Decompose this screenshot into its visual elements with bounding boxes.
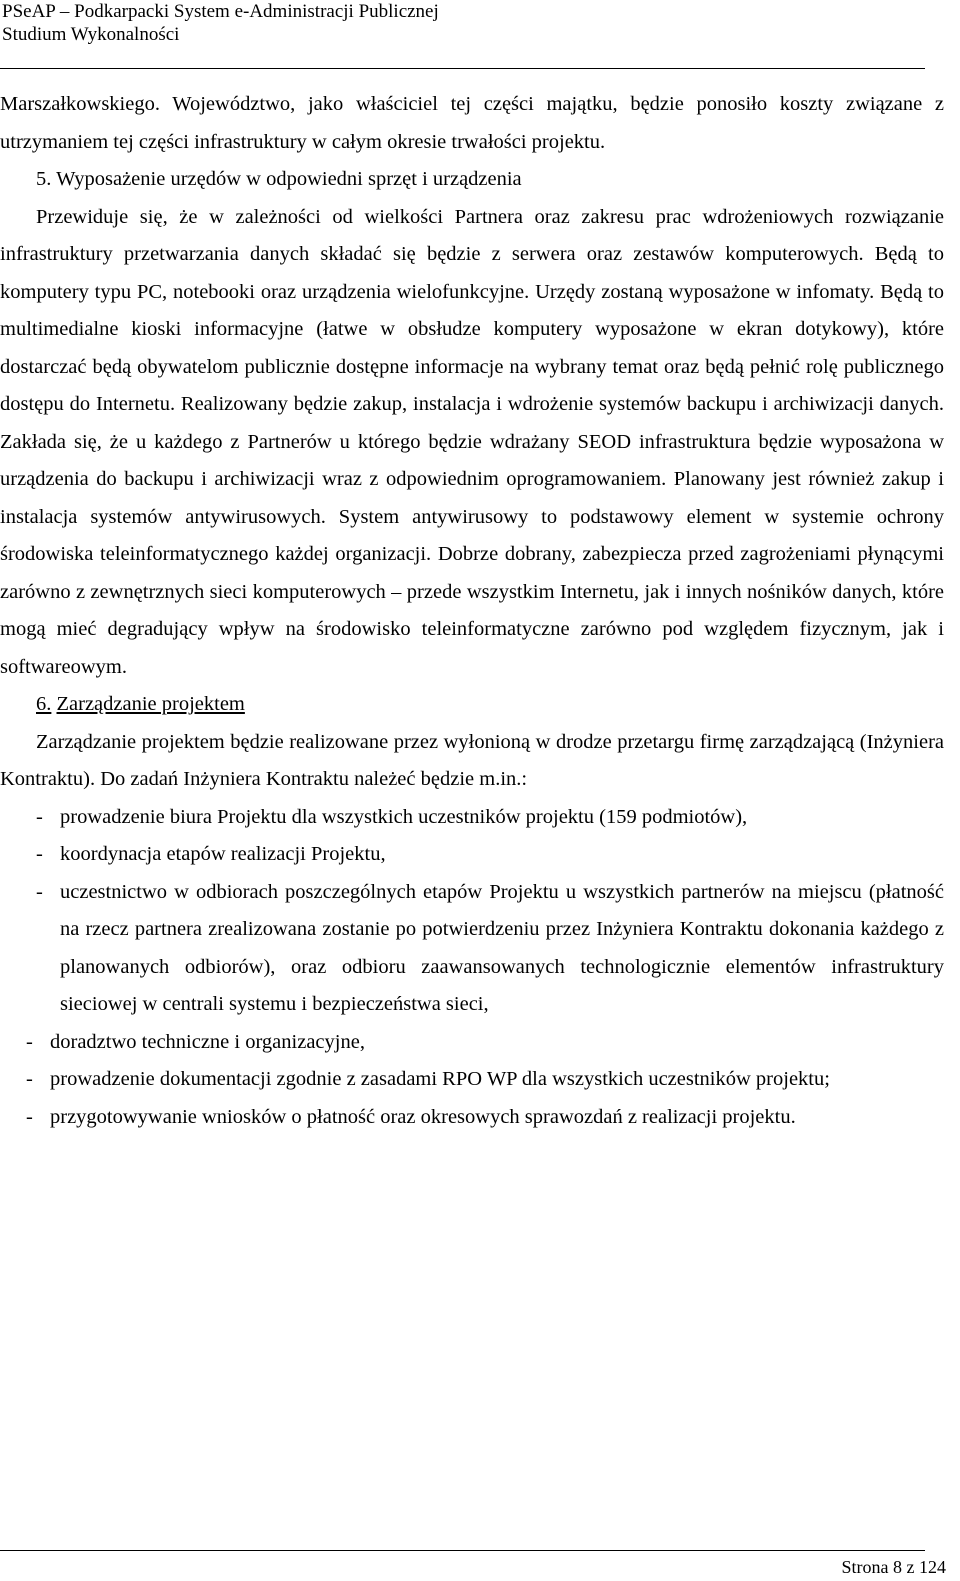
paragraph-project-management: Zarządzanie projektem będzie realizowane przez wyłonioną w drodze przetargu firmę zarządzającą (Inżyniera Kontraktu). Do zadań Inżyniera Kontraktu należeć będzie m.in.: xyxy=(0,730,944,790)
list-dash: - xyxy=(26,1105,33,1128)
list-item xyxy=(0,836,944,874)
list-item-text: doradztwo techniczne i organizacyjne, xyxy=(50,1030,365,1053)
list-item-text: koordynacja etapów realizacji Projektu, xyxy=(60,843,386,865)
section-6-number: 6. xyxy=(36,693,52,715)
list-item-text: prowadzenie biura Projektu dla wszystkich uczestników projektu (159 podmiotów), xyxy=(60,805,748,828)
list-dash: - xyxy=(36,805,43,828)
section-6-heading xyxy=(0,686,944,724)
page-number: Strona 8 z 124 xyxy=(841,1557,946,1577)
list-item xyxy=(0,1061,944,1099)
list-dash: - xyxy=(26,1068,33,1090)
section-6-title: Zarządzanie projektem xyxy=(56,693,245,715)
list-dash: - xyxy=(36,843,43,865)
header-rule xyxy=(0,68,925,69)
list-dash: - xyxy=(36,880,43,903)
section-5-heading: 5. Wyposażenie urzędów w odpowiedni sprzęt i urządzenia xyxy=(36,168,522,190)
footer-rule xyxy=(0,1550,925,1551)
paragraph-equipment: Przewiduje się, że w zależności od wielkości Partnera oraz zakresu prac wdrożeniowych rozwiązanie infrastruktury przetwarzania danych składać się będzie z serwera oraz zestawów komputerowych. Będą to komputery typu PC, notebooki oraz urządzenia wielofunkcyjne. Urzędy zostaną wyposażone w infomaty. Będą to multimedialne kioski informacyjne (łatwe w obsłudze komputery wyposażone w ekran dotykowy), które dostarczać będą obywatelom publicznie dostępne informacje na wybrany temat oraz będą pełnić rolę publicznego dostępu do Internetu. Realizowany będzie zakup, instalacja i wdrożenie systemów backupu i archiwizacji danych. Zakłada się, że u każdego z Partnerów u którego będzie wdrażany SEOD infrastruktura będzie wyposażona w urządzenia do backupu i archiwizacji wraz z odpowiednim oprogramowaniem. Planowany jest również zakup i instalacja systemów antywirusowych. System antywirusowy to podstawowy element w systemie ochrony środowiska teleinformatycznego każdej organizacji. Dobrze dobrany, zabezpiecza przed zagrożeniami płynącymi zarówno z zewnętrznych sieci komputerowych – przede wszystkim Internetu, jak i innych nośników danych, które mogą mieć degradujący wpływ na środowisko teleinformatyczne zarówno pod względem fizycznym, jak i softwareowym. xyxy=(0,205,944,678)
list-item-text: prowadzenie dokumentacji zgodnie z zasadami RPO WP dla wszystkich uczestników projektu; xyxy=(50,1068,830,1090)
list-item-text: uczestnictwo w odbiorach poszczególnych etapów Projektu u wszystkich partnerów na miejscu (płatność na rzecz partnera zrealizowana zostanie po potwierdzeniu przez Inżyniera Kontraktu dokonania każdego z planowanych odbiorów), oraz odbioru zaawansowanych technologicznie elementów infrastruktury sieciowej w centrali systemu i bezpieczeństwa sieci, xyxy=(60,880,944,1015)
page-header xyxy=(2,0,439,46)
list-item xyxy=(0,874,944,1024)
document-body xyxy=(0,86,944,1136)
list-dash: - xyxy=(26,1030,33,1053)
paragraph-continuation: Marszałkowskiego. Województwo, jako właściciel tej części majątku, będzie ponosiło koszty związane z utrzymaniem tej części infrastruktury w całym okresie trwałości projektu. xyxy=(0,93,944,153)
header-subtitle: Studium Wykonalności xyxy=(2,24,180,45)
list-item xyxy=(0,799,944,837)
header-title: PSeAP – Podkarpacki System e-Administracji Publicznej xyxy=(2,1,439,22)
list-item-text: przygotowywanie wniosków o płatność oraz okresowych sprawozdań z realizacji projektu. xyxy=(50,1105,796,1128)
list-item xyxy=(0,1024,944,1062)
list-item xyxy=(0,1099,944,1137)
